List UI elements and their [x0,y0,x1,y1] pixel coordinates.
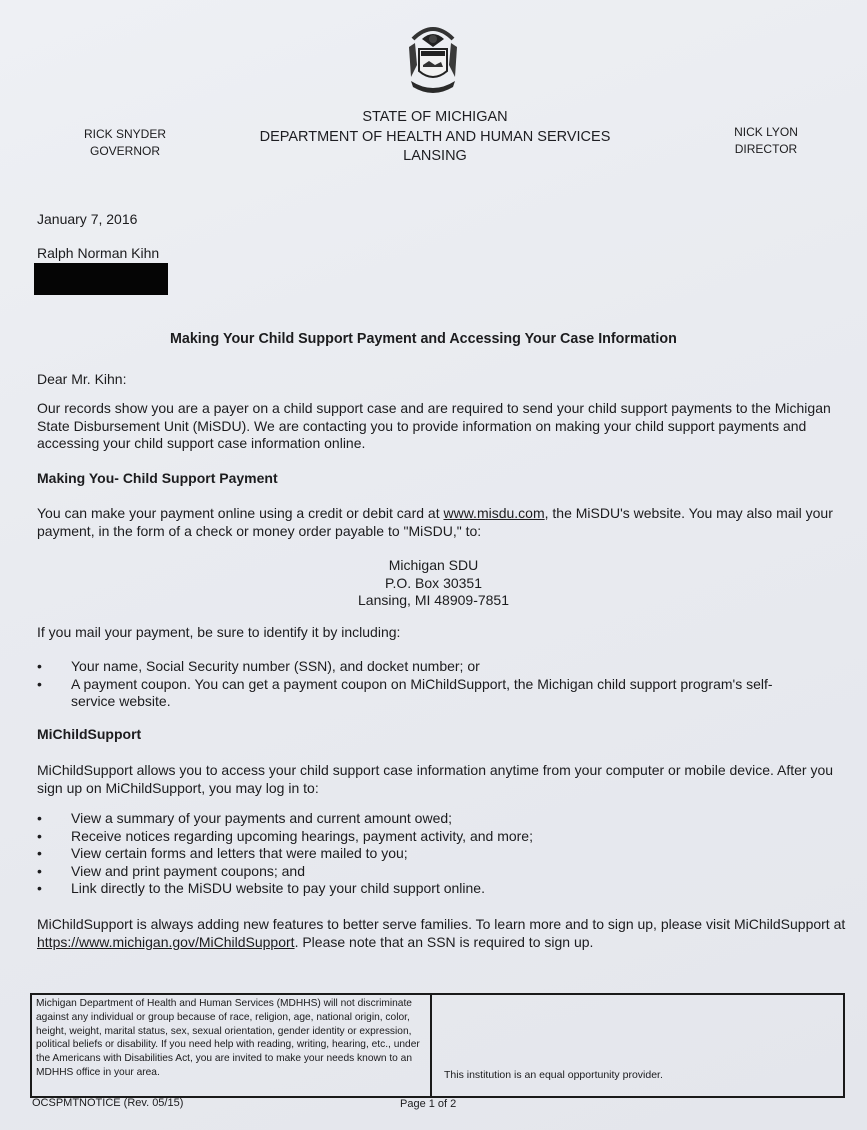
letter-date: January 7, 2016 [37,211,138,227]
payment-text-cont: , the MiSDU's website. You may also mail your payment, in the form of a check or money order payable to "MiSDU," to: [37,505,833,539]
list-item: • View certain forms and letters that were mailed to you; [37,845,408,861]
address-line: Lansing, MI 48909-7851 [358,592,509,608]
nondiscrimination-notice: Michigan Department of Health and Human Services (MDHHS) will not discriminate against any individual or group because of race, religion, age, national origin, color, height, weight, marital status, sex, sexual orientation, gender identity or expression, political beliefs or disability. If you need help with reading, writing, hearing, etc., under the Americans with Disabilities Act, you are invited to make your needs known to an MDHHS office in your area. [32,995,432,1096]
bullet-icon: • [37,658,42,674]
list-item: • A payment coupon. You can get a payment coupon on MiChildSupport, the Michigan child support program's self-service website. [37,675,773,709]
bullet-icon: • [37,880,42,896]
governor-block [60,126,190,160]
director-name: NICK LYON [734,125,798,139]
identify-text: If you mail your payment, be sure to identify it by including: [37,624,401,640]
bullet-icon: • [37,827,42,844]
payment-text: You can make your payment online using a credit or debit card at [37,505,444,521]
address-line: P.O. Box 30351 [384,574,483,591]
michildsupport-paragraph: MiChildSupport allows you to access your child support case information anytime from your computer or mobile device. After you sign up on MiChildSupport, you may log in to: [37,762,834,796]
payment-paragraph [37,505,847,540]
michildsupport-link[interactable]: https://www.michigan.gov/MiChildSupport [37,933,295,950]
city-name: LANSING [403,148,467,164]
state-name: STATE OF MICHIGAN [362,109,508,125]
mailing-address [300,557,567,610]
features-list [37,810,847,898]
bullet-icon: • [37,675,42,692]
bullet-icon: • [37,862,42,879]
recipient-name: Ralph Norman Kihn [37,245,160,261]
list-item: • View and print payment coupons; and [37,862,306,879]
form-id: OCSPMTNOTICE (Rev. 05/15) [32,1097,184,1109]
footer-box [30,993,845,1098]
section-heading-payment: Making You‐ Child Support Payment [37,470,278,486]
director-title: DIRECTOR [734,142,798,156]
governor-name: RICK SNYDER [83,127,166,141]
page-number: Page 1 of 2 [400,1098,457,1110]
identify-list [37,658,847,711]
list-item: • View a summary of your payments and current amount owed; [37,810,453,826]
director-block [716,124,816,158]
misdu-link[interactable]: www.misdu.com [443,505,545,521]
list-item: • Receive notices regarding upcoming hearings, payment activity, and more; [37,827,533,844]
closing-text-cont: . Please note that an SSN is required to sign up. [294,933,594,950]
letter-subject: Making Your Child Support Payment and Accessing Your Case Information [170,331,677,347]
salutation: Dear Mr. Kihn: [37,371,127,387]
equal-opportunity-notice: This institution is an equal opportunity provider. [444,1069,663,1081]
section-heading-michildsupport: MiChildSupport [37,726,142,742]
bullet-icon: • [37,810,42,826]
governor-title: GOVERNOR [89,144,160,158]
intro-paragraph: Our records show you are a payer on a child support case and are required to send your child support payments to the Michigan State Disbursement Unit (MiSDU). We are contacting you to provide information on making your child support payments and accessing your child support case information online. [37,400,831,451]
department-name: DEPARTMENT OF HEALTH AND HUMAN SERVICES [259,128,611,145]
letterhead-agency [220,108,650,167]
state-seal-icon [405,17,461,97]
list-item: • Link directly to the MiSDU website to pay your child support online. [37,880,485,896]
closing-text: MiChildSupport is always adding new features to better serve families. To learn more and to sign up, please visit MiChildSupport at [37,916,846,932]
address-line: Michigan SDU [388,557,479,573]
list-item: • Your name, Social Security number (SSN), and docket number; or [37,658,480,674]
closing-paragraph [37,916,847,951]
redacted-address [34,263,168,295]
bullet-icon: • [37,845,42,861]
